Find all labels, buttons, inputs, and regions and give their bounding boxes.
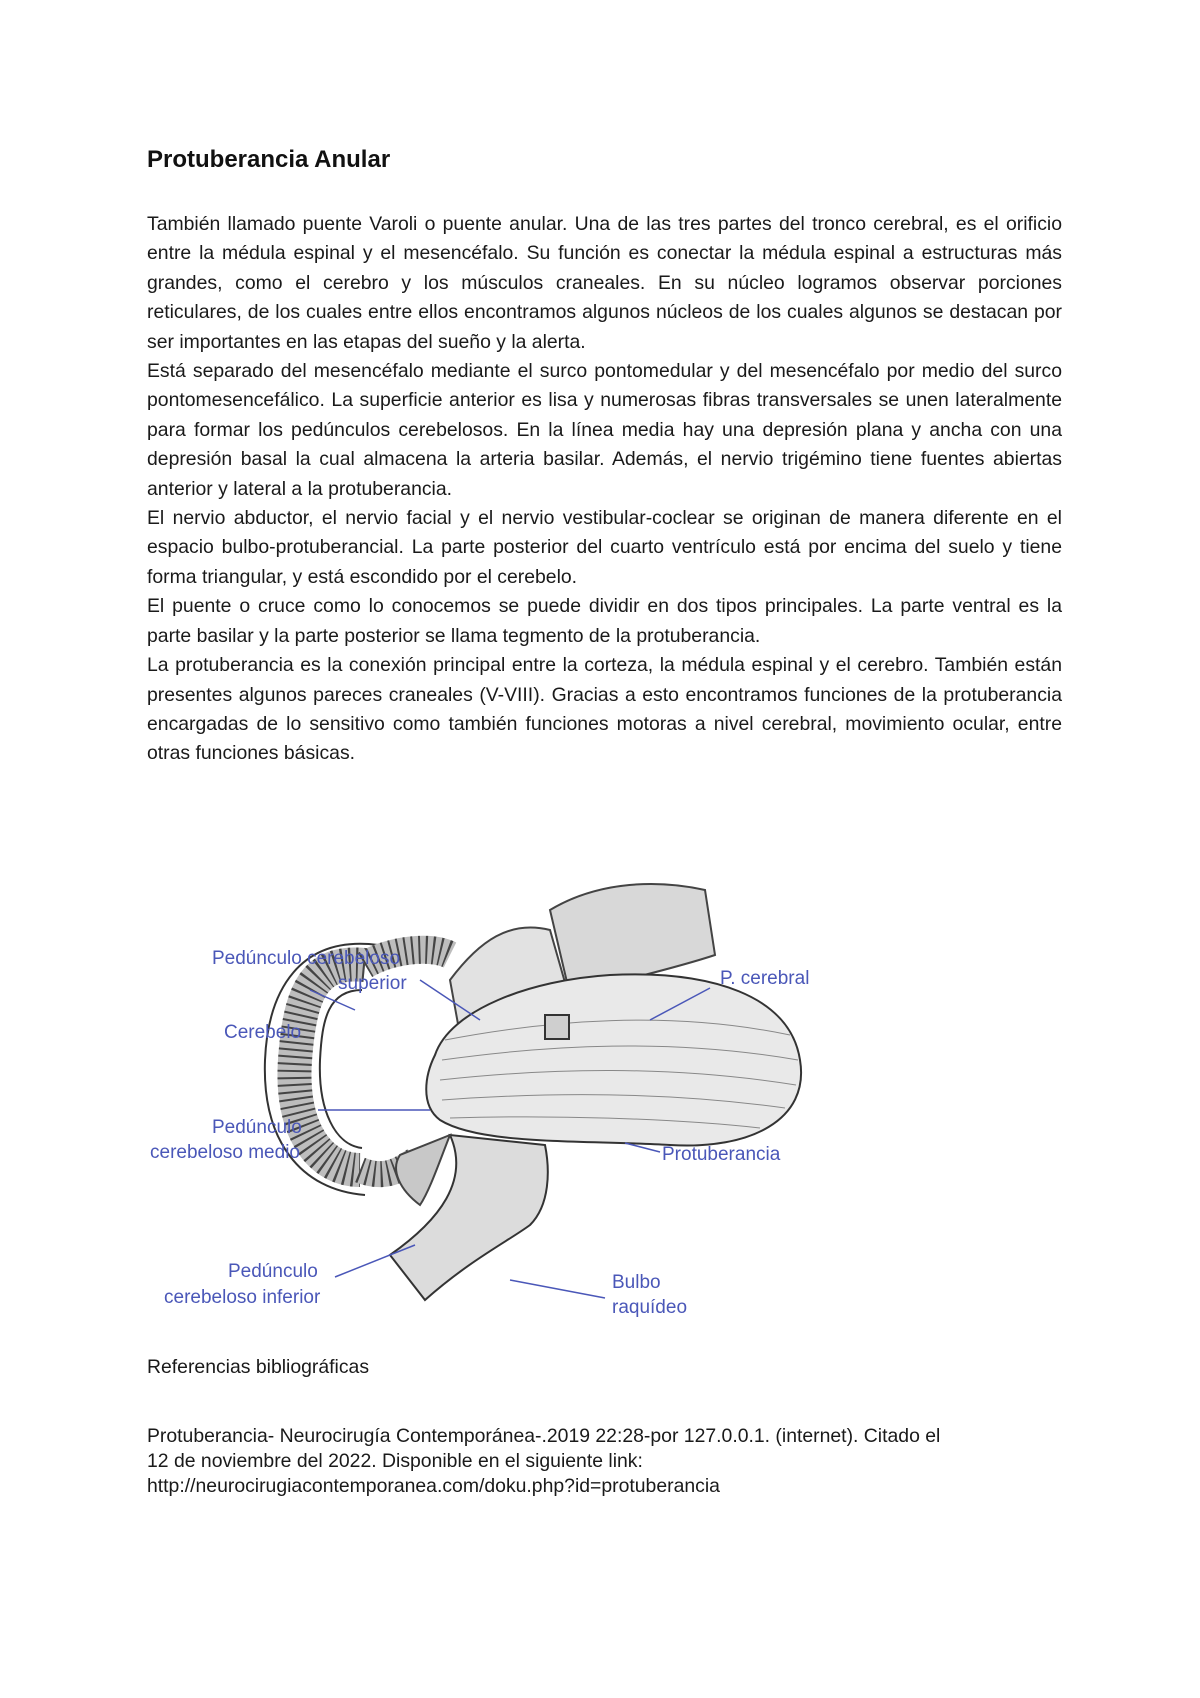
brainstem-figure [150,860,910,1330]
body-text [147,210,1062,769]
label-superior-peduncle: Pedúnculo cerebeloso [212,948,401,969]
reference-line: 12 de noviembre del 2022. Disponible en el siguiente link: [147,1450,643,1472]
label-pons: Protuberancia [662,1144,781,1165]
page-title: Protuberancia Anular [147,146,391,173]
anatomy-illustration [150,860,910,1330]
inferior-peduncle-drawing [396,1135,450,1205]
label-middle-peduncle-2: cerebeloso medio [150,1142,300,1163]
label-inferior-peduncle: Pedúnculo [228,1261,318,1282]
label-superior-peduncle-2: superior [338,973,407,994]
label-cerebral-peduncle: P. cerebral [720,968,810,989]
trigeminal-root-drawing [545,1015,569,1039]
label-medulla-2: raquídeo [612,1297,688,1318]
paragraph: La protuberancia es la conexión principal entre la corteza, la médula espinal y el cerebro. También están presentes algunos pareces craneales (V-VIII). Gracias a esto encontramos funciones de la protuberancia encargadas de lo sensitivo como también funciones motoras a nivel cerebral, movimiento ocular, entre otras funciones básicas. [147,654,1062,765]
references-heading: Referencias bibliográficas [147,1356,370,1378]
reference-link[interactable]: http://neurocirugiacontemporanea.com/doku.php?id=protuberancia [147,1475,720,1497]
label-cerebellum: Cerebelo [224,1022,302,1043]
paragraph: El puente o cruce como lo conocemos se puede dividir en dos tipos principales. La parte ventral es la parte basilar y la parte posterior se llama tegmento de la protuberancia. [147,595,1062,647]
label-medulla: Bulbo [612,1272,661,1293]
reference-entry [147,1424,1067,1499]
paragraph: El nervio abductor, el nervio facial y el nervio vestibular-coclear se originan de manera diferente en el espacio bulbo-protuberancial. La parte posterior del cuarto ventrículo está por encima del suelo y tiene forma triangular, y está escondido por el cerebelo. [147,507,1062,588]
paragraph: También llamado puente Varoli o puente anular. Una de las tres partes del tronco cerebral, es el orificio entre la médula espinal y el mesencéfalo. Su función es conectar la médula espinal a estructuras más grandes, como el cerebro y los músculos craneales. En su núcleo logramos observar porciones reticulares, de los cuales entre ellos encontramos algunos núcleos de los cuales algunos se destacan por ser importantes en las etapas del sueño y la alerta. [147,213,1062,353]
label-middle-peduncle: Pedúnculo [212,1117,302,1138]
label-inferior-peduncle-2: cerebeloso inferior [164,1287,321,1308]
paragraph: Está separado del mesencéfalo mediante el surco pontomedular y del mesencéfalo por medio del surco pontomesencefálico. La superficie anterior es lisa y numerosas fibras transversales se unen lateralmente para formar los pedúnculos cerebelosos. En la línea media hay una depresión plana y ancha con una depresión basal la cual almacena la arteria basilar. Además, el nervio trigémino tiene fuentes abiertas anterior y lateral a la protuberancia. [147,360,1062,500]
reference-line: Protuberancia- Neurocirugía Contemporánea-.2019 22:28-por 127.0.0.1. (internet). Citado el [147,1425,941,1447]
